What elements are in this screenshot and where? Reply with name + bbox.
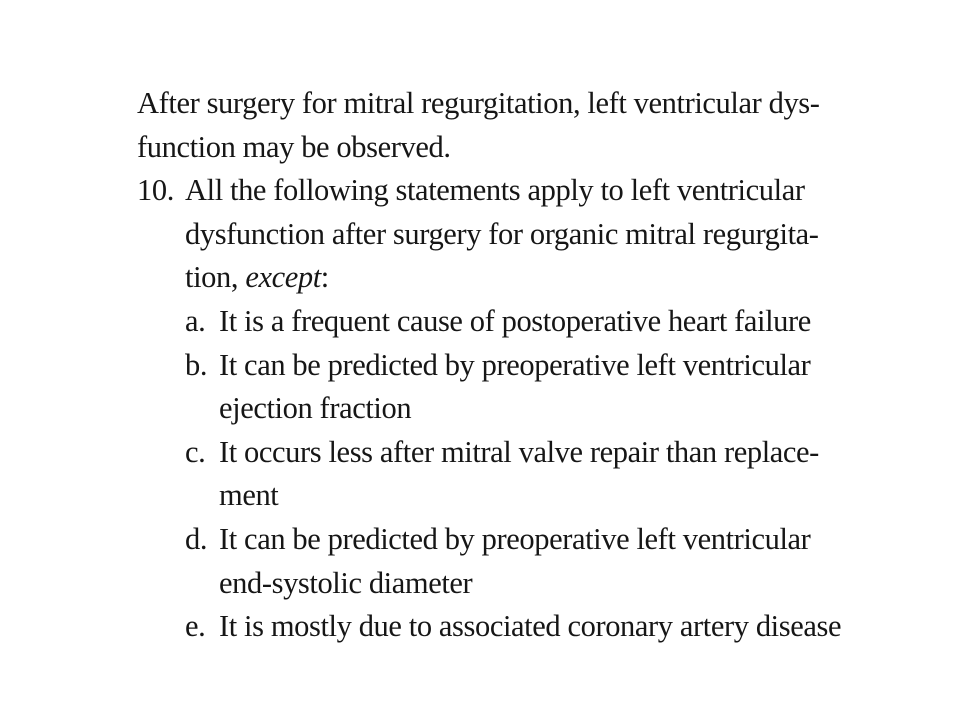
option-c-letter: c. bbox=[185, 434, 206, 469]
option-a-letter: a. bbox=[185, 303, 206, 338]
option-d-letter: d. bbox=[185, 521, 208, 556]
option-e bbox=[137, 605, 857, 649]
question-except-emphasis: except bbox=[245, 260, 321, 295]
option-c-text-1: It occurs less after mitral valve repair than replace- bbox=[219, 434, 819, 469]
option-c-text-2: ment bbox=[219, 478, 279, 513]
option-b-letter: b. bbox=[185, 347, 208, 382]
option-d-text-1: It can be predicted by preoperative left ventricular bbox=[219, 521, 811, 556]
option-c bbox=[137, 431, 857, 475]
question-number: 10. bbox=[137, 173, 174, 208]
question-stem-line-1 bbox=[137, 169, 857, 213]
question-stem-colon: : bbox=[320, 260, 329, 295]
option-e-text: It is mostly due to associated coronary artery disease bbox=[219, 609, 842, 644]
option-b-text-1: It can be predicted by preoperative left ventricular bbox=[219, 347, 811, 382]
option-d bbox=[137, 518, 857, 562]
question-stem-text-1: All the following statements apply to left ventricular bbox=[185, 173, 805, 208]
question-stem-text-3: tion, bbox=[185, 260, 246, 295]
intro-line-1: After surgery for mitral regurgitation, left ventricular dys- bbox=[137, 86, 820, 120]
intro-line-2: function may be observed. bbox=[137, 129, 451, 164]
question-stem-line-3 bbox=[137, 256, 857, 300]
question-stem-line-2: dysfunction after surgery for organic mitral regurgita- bbox=[185, 216, 819, 251]
option-e-letter: e. bbox=[185, 609, 206, 644]
option-b-text-2: ejection fraction bbox=[219, 391, 412, 426]
option-b bbox=[137, 344, 857, 388]
option-d-text-2: end-systolic diameter bbox=[219, 565, 473, 600]
option-a-text: It is a frequent cause of postoperative heart failure bbox=[219, 303, 811, 338]
option-a bbox=[137, 300, 857, 344]
question-text-block bbox=[137, 82, 857, 649]
